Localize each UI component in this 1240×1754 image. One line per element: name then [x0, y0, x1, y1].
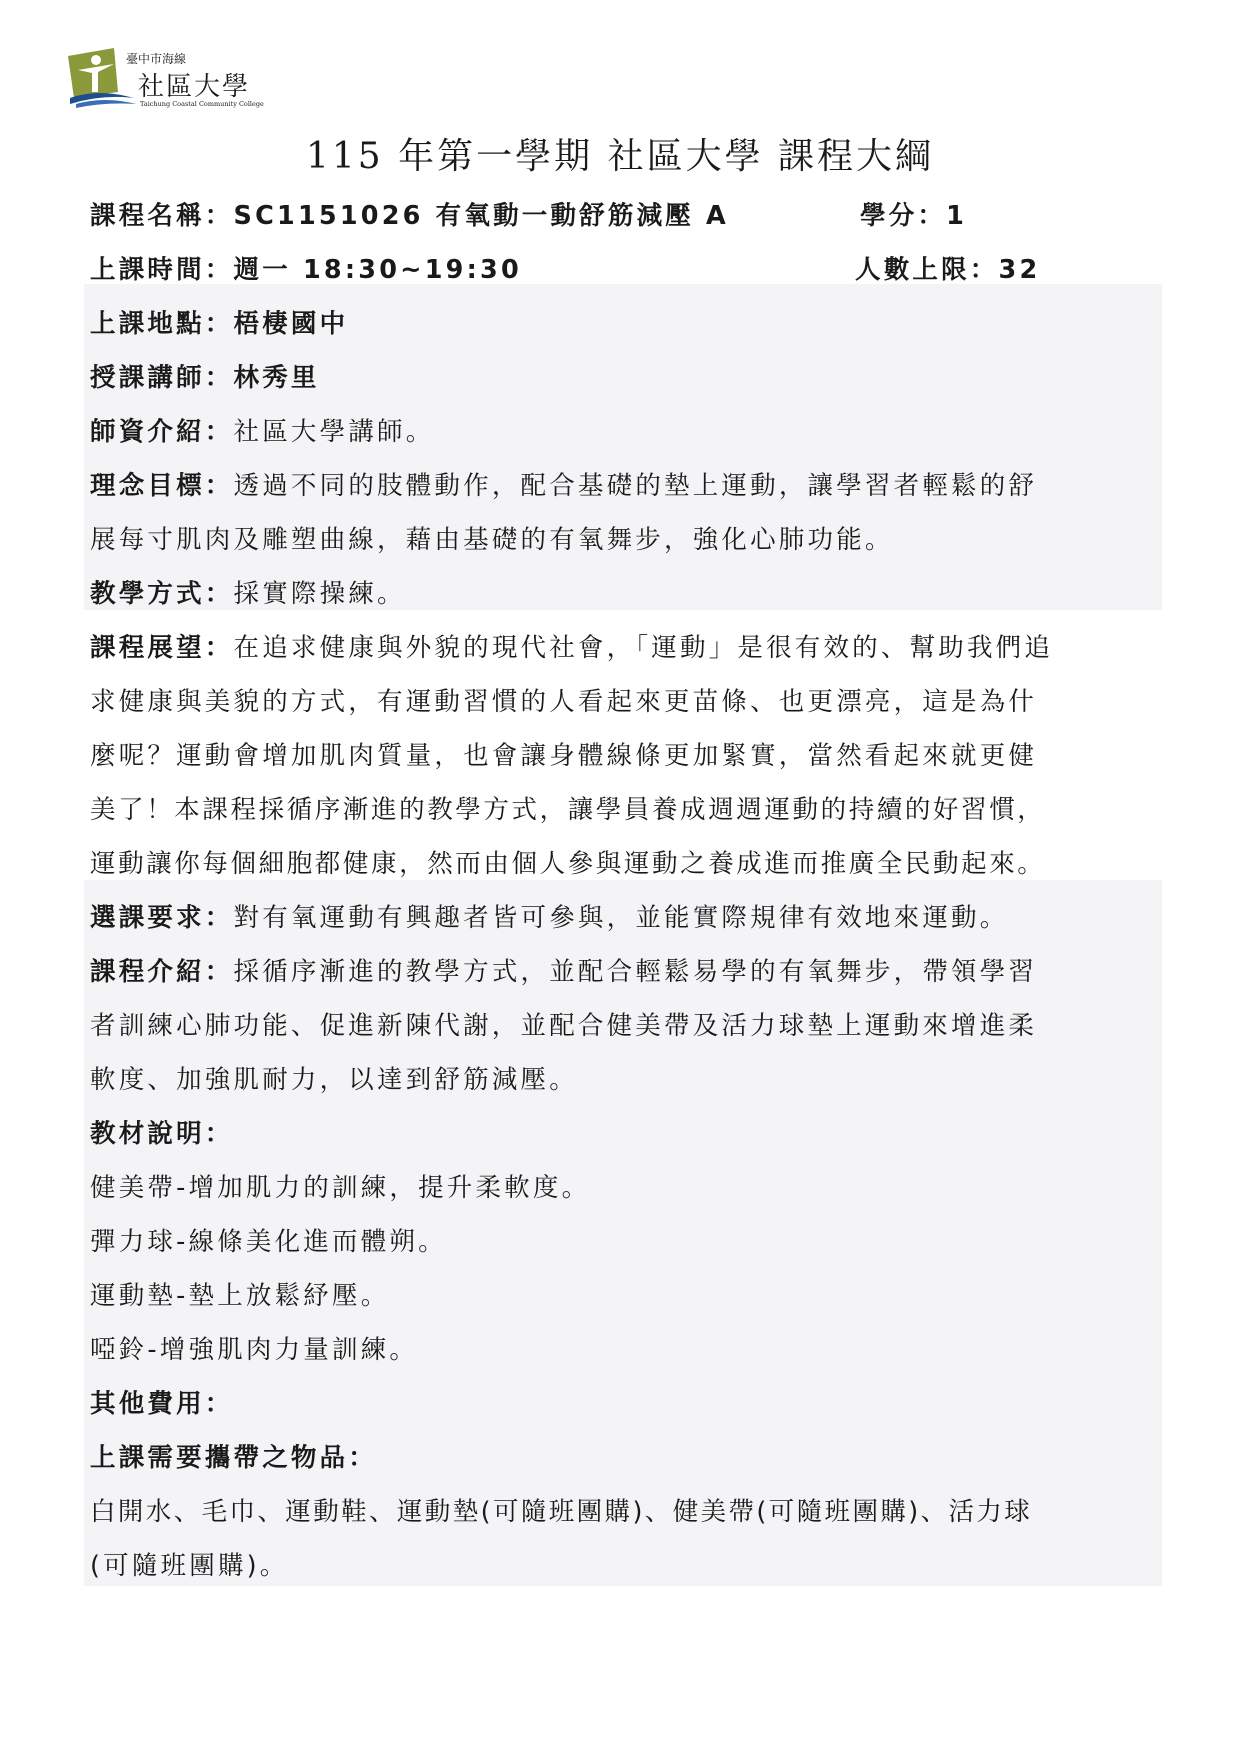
outlook-row	[90, 628, 1053, 664]
goal-line1: 透過不同的肢體動作，配合基礎的墊上運動，讓學習者輕鬆的舒	[233, 471, 1038, 501]
method-label: 教學方式：	[90, 579, 234, 609]
fees-label: 其他費用：	[90, 1389, 234, 1419]
method-text: 採實際操練。	[233, 579, 406, 609]
material-item: 彈力球-線條美化進而體朔。	[90, 1227, 447, 1257]
requirement-text: 對有氧運動有興趣者皆可參與，並能實際規律有效地來運動。	[233, 903, 1009, 933]
college-logo	[68, 44, 268, 110]
credit-value: 1	[946, 201, 968, 231]
materials-label: 教材說明：	[90, 1119, 234, 1149]
outlook-line3: 麼呢？運動會增加肌肉質量，也會讓身體線條更加緊實，當然看起來就更健	[90, 741, 1038, 771]
credit-label: 學分：	[860, 201, 947, 231]
logo-line3: Taichung Coastal Community College	[140, 100, 264, 108]
material-item: 運動墊-墊上放鬆紓壓。	[90, 1281, 390, 1311]
teacher-label: 授課講師：	[90, 363, 234, 393]
teacher-value: 林秀里	[233, 363, 320, 393]
intro-line1: 採循序漸進的教學方式，並配合輕鬆易學的有氧舞步，帶領學習	[233, 957, 1038, 987]
intro-line2: 者訓練心肺功能、促進新陳代謝，並配合健美帶及活力球墊上運動來增進柔	[90, 1011, 1038, 1041]
intro-line3: 軟度、加強肌耐力，以達到舒筋減壓。	[90, 1065, 578, 1095]
bring-label: 上課需要攜帶之物品：	[90, 1443, 378, 1473]
bio-label: 師資介紹：	[90, 417, 234, 447]
intro-label: 課程介紹：	[90, 957, 234, 987]
bring-line2: (可隨班團購)。	[90, 1551, 289, 1581]
outlook-line5: 運動讓你每個細胞都健康，然而由個人參與運動之養成進而推廣全民動起來。	[90, 849, 1046, 879]
goal-line2: 展每寸肌肉及雕塑曲線，藉由基礎的有氧舞步，強化心肺功能。	[90, 525, 894, 555]
outlook-line1: 在追求健康與外貌的現代社會，「運動」是很有效的、幫助我們追	[233, 633, 1054, 663]
intro-row	[90, 952, 1037, 988]
method-row	[90, 574, 406, 610]
capacity-label: 人數上限：	[855, 255, 999, 285]
outlook-label: 課程展望：	[90, 633, 234, 663]
page-title: 115 年第一學期 社區大學 課程大綱	[305, 136, 935, 177]
material-item: 啞鈴-增強肌肉力量訓練。	[90, 1335, 419, 1365]
location-value: 梧棲國中	[233, 309, 349, 339]
time-value: 週一 18:30~19:30	[233, 255, 522, 285]
logo-line1: 臺中市海線	[126, 52, 187, 66]
location-row	[90, 304, 348, 340]
capacity-value: 32	[998, 255, 1041, 285]
material-item: 健美帶-增加肌力的訓練，提升柔軟度。	[90, 1173, 591, 1203]
teacher-row	[90, 358, 320, 394]
requirement-row	[90, 898, 1008, 934]
bring-line1: 白開水、毛巾、運動鞋、運動墊(可隨班團購)、健美帶(可隨班團購)、活力球	[90, 1497, 1033, 1527]
goal-label: 理念目標：	[90, 471, 234, 501]
course-name-row	[90, 196, 729, 232]
capacity-row	[855, 250, 1040, 286]
logo-line2: 社區大學	[138, 72, 251, 102]
bio-text: 社區大學講師。	[233, 417, 435, 447]
time-row	[90, 250, 522, 286]
outlook-line4: 美了！本課程採循序漸進的教學方式，讓學員養成週週運動的持續的好習慣，	[90, 795, 1046, 825]
outlook-line2: 求健康與美貌的方式，有運動習慣的人看起來更苗條、也更漂亮，這是為什	[90, 687, 1038, 717]
requirement-label: 選課要求：	[90, 903, 234, 933]
course-name-label: 課程名稱：	[90, 201, 234, 231]
credit-row	[860, 196, 967, 232]
location-label: 上課地點：	[90, 309, 234, 339]
course-name-value: SC1151026 有氧動一動舒筋減壓 A	[233, 201, 729, 231]
goal-row	[90, 466, 1037, 502]
bio-row	[90, 412, 434, 448]
time-label: 上課時間：	[90, 255, 234, 285]
